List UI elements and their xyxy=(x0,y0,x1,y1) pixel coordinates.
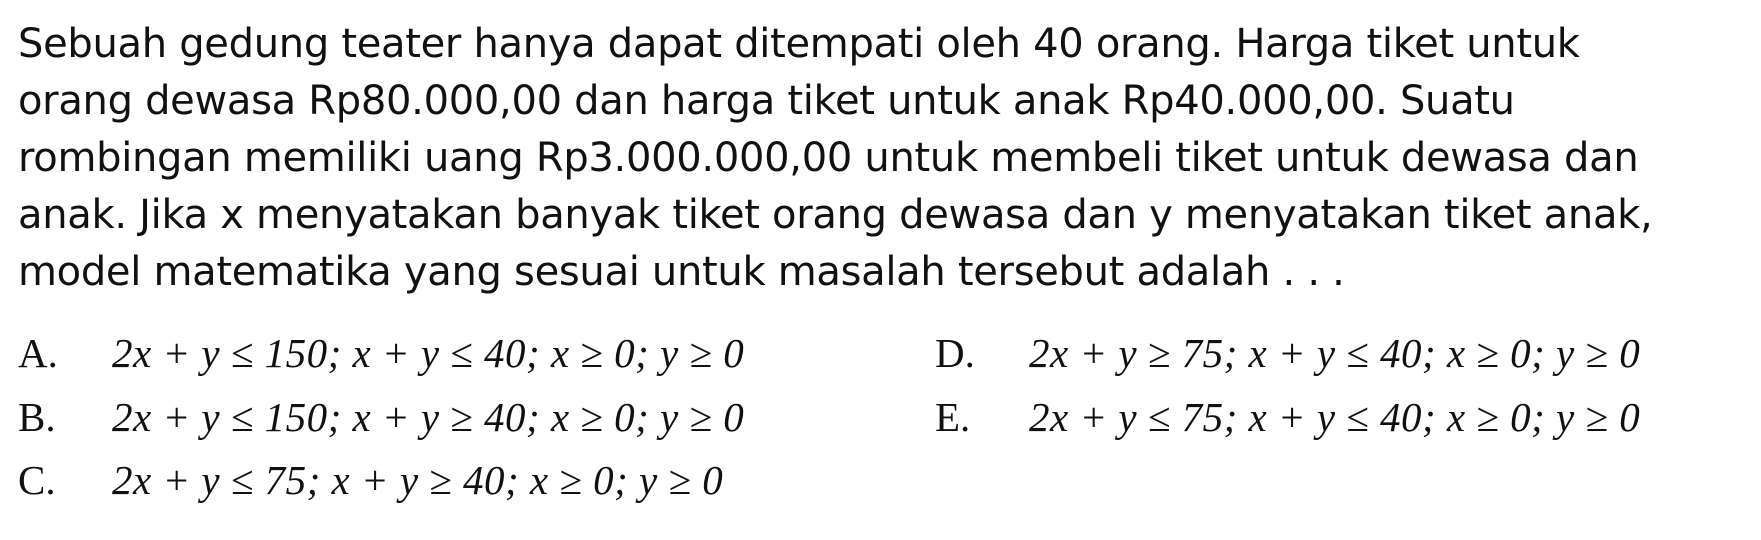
option-a-text: 2x + y ≤ 150; x + y ≤ 40; x ≥ 0; y ≥ 0 xyxy=(112,330,745,376)
option-a[interactable] xyxy=(18,329,744,377)
option-b-letter: B. xyxy=(18,394,56,440)
option-e[interactable] xyxy=(935,393,1640,441)
question-line-3: rombingan memiliki uang Rp3.000.000,00 untuk membeli tiket untuk dewasa dan xyxy=(18,135,1639,181)
option-d[interactable] xyxy=(935,329,1640,377)
option-b[interactable] xyxy=(18,393,744,441)
option-c[interactable] xyxy=(18,456,723,504)
option-d-letter: D. xyxy=(935,330,975,376)
question-line-4: anak. Jika x menyatakan banyak tiket orang dewasa dan y menyatakan tiket anak, xyxy=(18,192,1653,238)
option-a-letter: A. xyxy=(18,330,58,376)
question-line-1: Sebuah gedung teater hanya dapat ditempati oleh 40 orang. Harga tiket untuk xyxy=(18,21,1580,67)
option-e-letter: E. xyxy=(935,394,971,440)
question-text xyxy=(18,16,1748,301)
option-c-text: 2x + y ≤ 75; x + y ≥ 40; x ≥ 0; y ≥ 0 xyxy=(112,457,724,503)
question-line-5: model matematika yang sesuai untuk masalah tersebut adalah . . . xyxy=(18,249,1345,295)
option-e-text: 2x + y ≤ 75; x + y ≤ 40; x ≥ 0; y ≥ 0 xyxy=(1029,394,1641,440)
option-d-text: 2x + y ≥ 75; x + y ≤ 40; x ≥ 0; y ≥ 0 xyxy=(1029,330,1641,376)
option-b-text: 2x + y ≤ 150; x + y ≥ 40; x ≥ 0; y ≥ 0 xyxy=(112,394,745,440)
question-line-2: orang dewasa Rp80.000,00 dan harga tiket untuk anak Rp40.000,00. Suatu xyxy=(18,78,1515,124)
option-c-letter: C. xyxy=(18,457,56,503)
